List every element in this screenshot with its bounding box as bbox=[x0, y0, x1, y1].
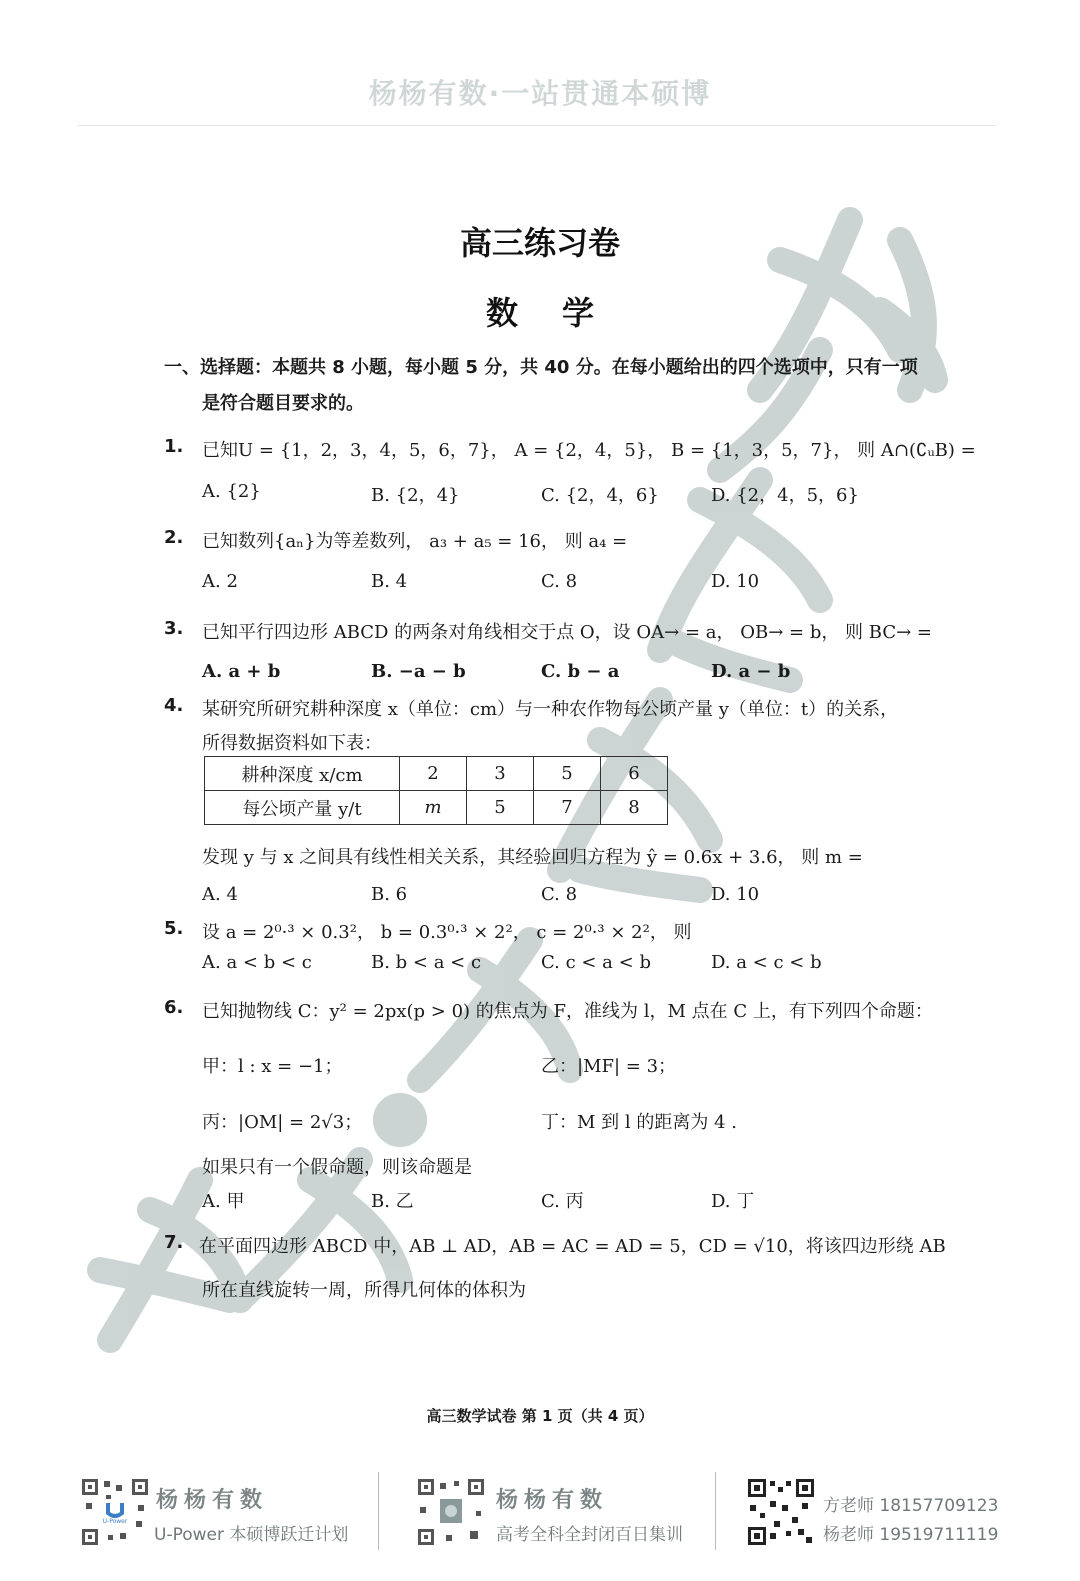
table-cell: 7 bbox=[534, 791, 601, 825]
qr-label: U-Power bbox=[102, 1518, 128, 1525]
proposition-jia: 甲：l : x = −1； bbox=[202, 1056, 343, 1077]
table-row bbox=[205, 791, 668, 825]
question-text-line2: 所得数据资料如下表： bbox=[202, 733, 382, 754]
table-cell: 8 bbox=[601, 791, 668, 825]
table-cell: 2 bbox=[400, 757, 467, 791]
table-row bbox=[205, 757, 668, 791]
option-d: D. 10 bbox=[711, 884, 760, 905]
option-d: D. a < c < b bbox=[711, 952, 822, 973]
option-a: A. {2} bbox=[202, 481, 261, 502]
table-cell: 6 bbox=[601, 757, 668, 791]
promo-divider bbox=[378, 1472, 379, 1550]
option-a: A. a + b bbox=[202, 661, 281, 682]
question-text: 某研究所研究耕种深度 x（单位：cm）与一种农作物每公顷产量 y（单位：t）的关系， bbox=[202, 699, 899, 720]
option-d: D. 丁 bbox=[711, 1191, 755, 1212]
option-d: D. 10 bbox=[711, 571, 760, 592]
option-a: A. 4 bbox=[202, 884, 238, 905]
promo-subtitle-2: 高考全科全封闭百日集训 bbox=[496, 1525, 683, 1545]
table-cell: 耕种深度 x/cm bbox=[205, 757, 400, 791]
subject-title: 数学 bbox=[485, 294, 638, 332]
qr-code-3 bbox=[746, 1477, 816, 1547]
table-cell: 5 bbox=[467, 791, 534, 825]
option-c: C. b − a bbox=[541, 661, 620, 682]
promo-divider bbox=[715, 1472, 716, 1550]
option-c: C. 8 bbox=[541, 571, 578, 592]
option-c: C. c < a < b bbox=[541, 952, 651, 973]
proposition-yi: 乙：|MF| = 3； bbox=[541, 1056, 677, 1077]
qr-code-1 bbox=[80, 1477, 150, 1547]
table-cell: 3 bbox=[467, 757, 534, 791]
option-b: B. −a − b bbox=[371, 661, 466, 682]
option-d: D. a − b bbox=[711, 661, 791, 682]
question-text: 已知平行四边形 ABCD 的两条对角线相交于点 O，设 OA→ = a， OB→ = b， 则 BC→ = bbox=[202, 622, 932, 643]
option-a: A. 甲 bbox=[202, 1191, 245, 1212]
question-number: 2. bbox=[164, 527, 184, 548]
exam-title: 高三练习卷 bbox=[459, 224, 620, 262]
option-d: D. {2，4，5，6} bbox=[711, 485, 859, 506]
question-number: 7. bbox=[164, 1232, 184, 1253]
section-heading-line2: 是符合题目要求的。 bbox=[202, 393, 364, 414]
option-b: B. b < a < c bbox=[371, 952, 482, 973]
section-heading-line1: 一、选择题：本题共 8 小题，每小题 5 分，共 40 分。在每小题给出的四个选项中，只有一项 bbox=[164, 357, 918, 378]
section-heading bbox=[164, 350, 924, 422]
question-number: 4. bbox=[164, 695, 184, 716]
option-c: C. 丙 bbox=[541, 1191, 584, 1212]
option-c: C. {2，4，6} bbox=[541, 485, 659, 506]
question-number: 5. bbox=[164, 918, 184, 939]
option-a: A. a < b < c bbox=[202, 952, 312, 973]
question-text-line3: 发现 y 与 x 之间具有线性相关关系，其经验回归方程为 ŷ = 0.6x + 3.6， 则 m = bbox=[202, 847, 863, 868]
question-text: 已知抛物线 C：y² = 2px(p > 0) 的焦点为 F，准线为 l，M 点在 C 上，有下列四个命题： bbox=[202, 1001, 933, 1022]
qr-code-icon bbox=[416, 1477, 486, 1547]
header-divider bbox=[78, 125, 996, 126]
page-footer: 高三数学试卷 第 1 页（共 4 页） bbox=[426, 1407, 654, 1425]
qr-code-icon bbox=[746, 1477, 816, 1547]
qr-code-2 bbox=[416, 1477, 486, 1547]
option-b: B. 乙 bbox=[371, 1191, 414, 1212]
data-table bbox=[204, 756, 668, 825]
question-text: 在平面四边形 ABCD 中，AB ⊥ AD，AB = AC = AD = 5，CD = √10，将该四边形绕 AB bbox=[199, 1236, 946, 1257]
question-number: 3. bbox=[164, 618, 184, 639]
promo-brand-1: 杨杨有数 bbox=[156, 1487, 269, 1513]
contact-phone-2: 杨老师 19519711119 bbox=[823, 1525, 999, 1545]
question-text: 设 a = 2⁰·³ × 0.3²， b = 0.3⁰·³ × 2²， c = 2⁰·³ × 2²， 则 bbox=[202, 922, 692, 943]
qr-code-icon bbox=[80, 1477, 150, 1547]
header-brand: 杨杨有数·一站贯通本硕博 bbox=[368, 77, 712, 110]
table-cell: 5 bbox=[534, 757, 601, 791]
option-b: B. 4 bbox=[371, 571, 408, 592]
contact-phone-1: 方老师 18157709123 bbox=[823, 1496, 999, 1516]
question-text-line2: 所在直线旋转一周，所得几何体的体积为 bbox=[202, 1280, 526, 1301]
promo-subtitle-1: U-Power 本硕博跃迁计划 bbox=[154, 1525, 349, 1545]
question-text: 已知数列{aₙ}为等差数列， a₃ + a₅ = 16， 则 a₄ = bbox=[202, 531, 628, 552]
proposition-bing: 丙：|OM| = 2√3； bbox=[202, 1112, 363, 1133]
option-a: A. 2 bbox=[202, 571, 238, 592]
question-number: 6. bbox=[164, 997, 184, 1018]
question-text-line2: 如果只有一个假命题，则该命题是 bbox=[202, 1157, 472, 1178]
table-cell: 每公顷产量 y/t bbox=[205, 791, 400, 825]
promo-brand-2: 杨杨有数 bbox=[496, 1487, 609, 1513]
question-number: 1. bbox=[164, 436, 184, 457]
option-b: B. 6 bbox=[371, 884, 408, 905]
option-c: C. 8 bbox=[541, 884, 578, 905]
option-b: B. {2，4} bbox=[371, 485, 460, 506]
question-text: 已知U = {1，2，3，4，5，6，7}， A = {2，4，5}， B = {1，3，5，7}， 则 A∩(∁ᵤB) = bbox=[202, 440, 976, 461]
table-cell: m bbox=[400, 791, 467, 825]
proposition-ding: 丁：M 到 l 的距离为 4 . bbox=[541, 1112, 737, 1133]
